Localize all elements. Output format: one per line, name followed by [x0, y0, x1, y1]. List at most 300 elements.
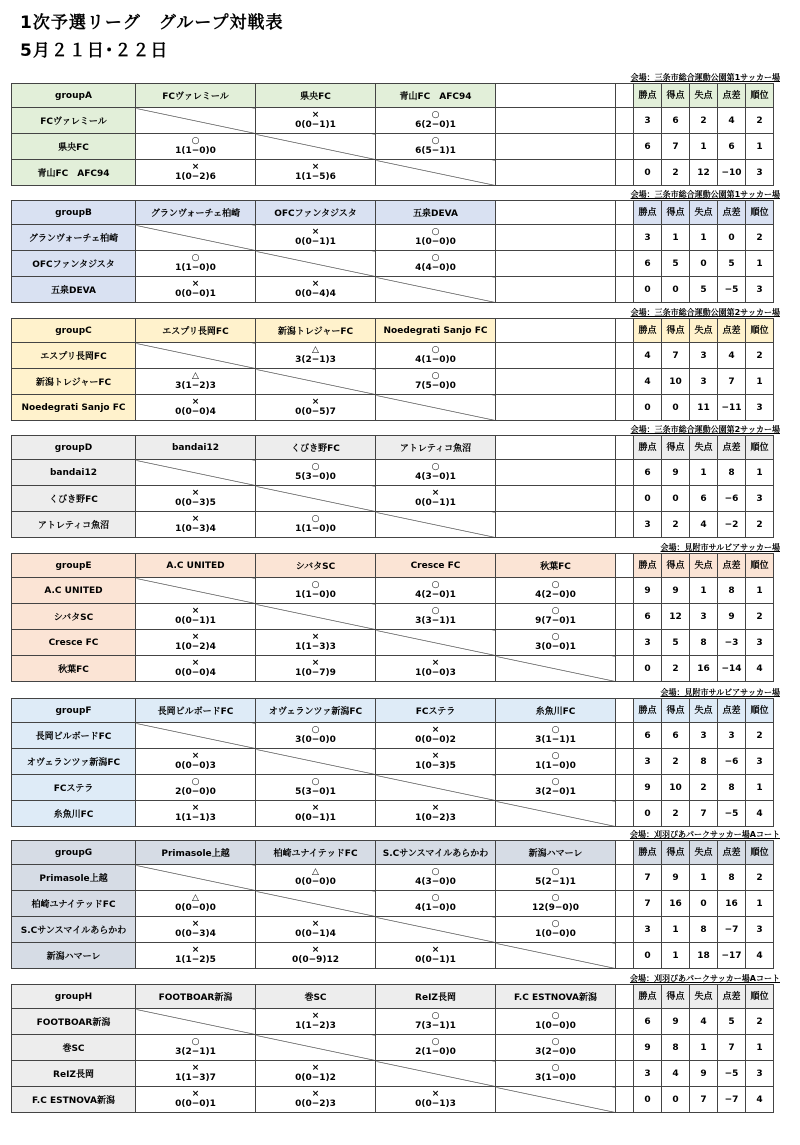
row-team-name: Noedegrati Sanjo FC	[12, 395, 136, 421]
match-score: 0(0−1)1	[295, 812, 336, 823]
match-score: 3(0−0)1	[535, 641, 576, 652]
result-mark: ×	[431, 802, 440, 813]
match-result-cell	[136, 801, 256, 827]
result-mark: ○	[551, 631, 560, 642]
row-team-name: 長岡ビルボードFC	[12, 723, 136, 749]
spacer	[616, 554, 634, 578]
match-score: 1(0−2)3	[415, 812, 456, 823]
result-mark: ×	[191, 278, 200, 289]
match-score: 3(2−1)1	[175, 1046, 216, 1057]
match-result-cell	[376, 225, 496, 251]
row-team-name: アトレティコ魚沼	[12, 512, 136, 538]
self-match-cell	[256, 604, 376, 630]
match-result-cell	[496, 865, 616, 891]
stat-value: 8	[718, 460, 746, 486]
match-result-cell	[496, 1035, 616, 1061]
self-match-cell	[496, 656, 616, 682]
result-mark: ×	[311, 802, 320, 813]
row-team-name: グランヴォーチェ柏崎	[12, 225, 136, 251]
match-score: 1(1−5)6	[295, 171, 336, 182]
spacer	[616, 723, 634, 749]
stat-value: 1	[746, 460, 774, 486]
stat-value: 1	[690, 865, 718, 891]
stat-value: 3	[746, 395, 774, 421]
result-mark: ×	[311, 109, 320, 120]
row-team-name: OFCファンタジスタ	[12, 251, 136, 277]
table-row	[12, 369, 774, 395]
stat-header: 点差	[718, 436, 746, 460]
self-match-cell	[136, 225, 256, 251]
spacer	[616, 699, 634, 723]
match-result-cell	[256, 630, 376, 656]
group-name: groupB	[12, 201, 136, 225]
table-row	[12, 460, 774, 486]
spacer	[616, 369, 634, 395]
row-team-name: FCステラ	[12, 775, 136, 801]
stat-header: 順位	[746, 699, 774, 723]
spacer	[616, 84, 634, 108]
stat-value: 7	[718, 369, 746, 395]
spacer	[616, 841, 634, 865]
stat-value: 1	[690, 460, 718, 486]
table-row	[12, 512, 774, 538]
match-score: 0(0−0)4	[175, 667, 216, 678]
table-row	[12, 108, 774, 134]
result-mark: ○	[191, 135, 200, 146]
match-score: 5(3−0)0	[295, 471, 336, 482]
stat-value: 0	[662, 277, 690, 303]
empty-cell	[496, 486, 616, 512]
match-score: 3(2−1)3	[295, 354, 336, 365]
table-row	[12, 891, 774, 917]
group-name: groupE	[12, 554, 136, 578]
match-result-cell	[136, 1035, 256, 1061]
result-mark: ○	[191, 776, 200, 787]
stat-value: 12	[662, 604, 690, 630]
stat-header: 勝点	[634, 699, 662, 723]
row-team-name: Cresce FC	[12, 630, 136, 656]
match-result-cell	[496, 891, 616, 917]
empty-cell	[496, 108, 616, 134]
stat-value: 9	[634, 775, 662, 801]
stat-value: 3	[746, 277, 774, 303]
stat-value: 6	[662, 108, 690, 134]
result-mark: △	[192, 892, 199, 903]
match-score: 0(0−1)1	[415, 497, 456, 508]
match-score: 0(0−1)4	[295, 928, 336, 939]
spacer	[616, 1009, 634, 1035]
result-mark: ×	[311, 631, 320, 642]
self-match-cell	[136, 578, 256, 604]
match-score: 1(0−3)4	[175, 523, 216, 534]
empty-header-cell	[496, 319, 616, 343]
match-score: 3(1−2)3	[175, 380, 216, 391]
match-result-cell	[136, 277, 256, 303]
column-team-name: オヴェランツァ新潟FC	[256, 699, 376, 723]
empty-cell	[496, 277, 616, 303]
stat-value: 2	[746, 343, 774, 369]
self-match-cell	[376, 395, 496, 421]
match-score: 2(0−0)0	[175, 786, 216, 797]
stat-header: 順位	[746, 985, 774, 1009]
spacer	[616, 1061, 634, 1087]
stat-value: −6	[718, 749, 746, 775]
row-team-name: F.C ESTNOVA新潟	[12, 1087, 136, 1113]
match-score: 4(3−0)0	[415, 876, 456, 887]
spacer	[616, 775, 634, 801]
column-team-name: 長岡ビルボードFC	[136, 699, 256, 723]
result-mark: ○	[311, 724, 320, 735]
stat-value: 2	[746, 225, 774, 251]
match-result-cell	[256, 917, 376, 943]
result-mark: ×	[311, 161, 320, 172]
match-score: 4(4−0)0	[415, 262, 456, 273]
table-row	[12, 486, 774, 512]
stat-value: 8	[718, 865, 746, 891]
stat-value: 2	[662, 512, 690, 538]
result-mark: ○	[311, 579, 320, 590]
self-match-cell	[256, 369, 376, 395]
self-match-cell	[376, 512, 496, 538]
stat-value: 4	[746, 801, 774, 827]
match-score: 0(0−1)3	[415, 1098, 456, 1109]
stat-value: 9	[690, 1061, 718, 1087]
stat-header: 失点	[690, 554, 718, 578]
stat-header: 勝点	[634, 841, 662, 865]
stat-value: 0	[634, 656, 662, 682]
match-result-cell	[256, 460, 376, 486]
stat-header: 失点	[690, 985, 718, 1009]
stat-value: 3	[634, 512, 662, 538]
self-match-cell	[376, 160, 496, 186]
match-score: 7(3−1)1	[415, 1020, 456, 1031]
empty-cell	[496, 512, 616, 538]
empty-header-cell	[496, 84, 616, 108]
stat-value: 1	[746, 891, 774, 917]
stat-value: 12	[690, 160, 718, 186]
column-team-name: シバタSC	[256, 554, 376, 578]
match-score: 3(3−1)1	[415, 615, 456, 626]
spacer	[616, 578, 634, 604]
match-result-cell	[136, 604, 256, 630]
result-mark: ○	[551, 605, 560, 616]
result-mark: ○	[551, 1010, 560, 1021]
result-mark: ○	[311, 776, 320, 787]
stat-value: −7	[718, 917, 746, 943]
match-score: 1(1−0)0	[175, 145, 216, 156]
spacer	[616, 512, 634, 538]
match-score: 0(0−0)4	[175, 406, 216, 417]
spacer	[616, 801, 634, 827]
column-team-name: 五泉DEVA	[376, 201, 496, 225]
stat-value: 0	[634, 395, 662, 421]
row-team-name: Primasole上越	[12, 865, 136, 891]
stat-value: 3	[690, 604, 718, 630]
match-result-cell	[496, 723, 616, 749]
stat-value: −14	[718, 656, 746, 682]
match-score: 1(1−3)7	[175, 1072, 216, 1083]
spacer	[616, 891, 634, 917]
table-row	[12, 343, 774, 369]
column-team-name: 新潟ハマーレ	[496, 841, 616, 865]
stat-value: 1	[690, 1035, 718, 1061]
stat-value: 4	[746, 1087, 774, 1113]
result-mark: ×	[191, 944, 200, 955]
group-table-groupD	[11, 435, 773, 538]
row-team-name: 県央FC	[12, 134, 136, 160]
result-mark: ○	[551, 579, 560, 590]
match-result-cell	[136, 395, 256, 421]
result-mark: ○	[311, 513, 320, 524]
table-row	[12, 160, 774, 186]
self-match-cell	[256, 1035, 376, 1061]
match-result-cell	[136, 917, 256, 943]
column-team-name: 県央FC	[256, 84, 376, 108]
result-mark: ○	[431, 252, 440, 263]
match-result-cell	[376, 134, 496, 160]
stat-header: 得点	[662, 699, 690, 723]
empty-cell	[496, 160, 616, 186]
match-score: 6(5−1)1	[415, 145, 456, 156]
self-match-cell	[376, 917, 496, 943]
stat-value: −3	[718, 630, 746, 656]
group-table-groupC	[11, 318, 773, 421]
result-mark: ○	[551, 776, 560, 787]
stat-value: 0	[662, 1087, 690, 1113]
table-row	[12, 134, 774, 160]
column-team-name: Cresce FC	[376, 554, 496, 578]
match-score: 3(1−1)1	[535, 734, 576, 745]
column-team-name: 新潟トレジャーFC	[256, 319, 376, 343]
group-name: groupH	[12, 985, 136, 1009]
match-result-cell	[136, 749, 256, 775]
result-mark: ×	[191, 631, 200, 642]
stat-value: 0	[634, 1087, 662, 1113]
table-row	[12, 1035, 774, 1061]
stat-value: 7	[634, 891, 662, 917]
stat-value: 4	[662, 1061, 690, 1087]
stat-value: 16	[662, 891, 690, 917]
stat-header: 勝点	[634, 554, 662, 578]
spacer	[616, 160, 634, 186]
match-score: 1(0−2)6	[175, 171, 216, 182]
match-result-cell	[256, 160, 376, 186]
venue-label: 会場：刈羽ぴあパークサッカー場Aコート	[629, 974, 780, 983]
result-mark: △	[312, 866, 319, 877]
stat-value: 1	[746, 369, 774, 395]
table-row	[12, 775, 774, 801]
result-mark: ○	[431, 461, 440, 472]
stat-value: −2	[718, 512, 746, 538]
match-score: 0(0−9)12	[291, 954, 340, 965]
result-mark: ×	[311, 1010, 320, 1021]
match-score: 1(1−3)3	[295, 641, 336, 652]
empty-cell	[496, 225, 616, 251]
match-result-cell	[256, 343, 376, 369]
column-team-name: 秋葉FC	[496, 554, 616, 578]
match-result-cell	[376, 251, 496, 277]
column-team-name: OFCファンタジスタ	[256, 201, 376, 225]
row-team-name: 柏崎ユナイテッドFC	[12, 891, 136, 917]
table-row	[12, 251, 774, 277]
stat-value: 1	[746, 251, 774, 277]
result-mark: ○	[551, 1062, 560, 1073]
match-score: 1(0−7)9	[295, 667, 336, 678]
match-result-cell	[136, 251, 256, 277]
result-mark: ×	[431, 750, 440, 761]
result-mark: ×	[191, 513, 200, 524]
self-match-cell	[376, 277, 496, 303]
match-result-cell	[496, 1009, 616, 1035]
empty-cell	[496, 460, 616, 486]
stat-value: 9	[662, 1009, 690, 1035]
match-score: 0(0−1)1	[295, 236, 336, 247]
match-score: 1(0−0)0	[415, 236, 456, 247]
stat-value: 8	[718, 578, 746, 604]
spacer	[616, 395, 634, 421]
venue-label: 会場：三条市総合運動公園第2サッカー場	[630, 425, 780, 434]
result-mark: ○	[311, 461, 320, 472]
stat-value: 9	[662, 460, 690, 486]
stat-value: 7	[718, 1035, 746, 1061]
result-mark: ○	[191, 1036, 200, 1047]
stat-value: 3	[634, 1061, 662, 1087]
stat-header: 点差	[718, 985, 746, 1009]
result-mark: ×	[191, 1062, 200, 1073]
column-team-name: 青山FC AFC94	[376, 84, 496, 108]
result-mark: ×	[191, 750, 200, 761]
match-result-cell	[256, 225, 376, 251]
stat-value: 3	[690, 369, 718, 395]
match-score: 12(9−0)0	[531, 902, 580, 913]
match-result-cell	[496, 578, 616, 604]
column-team-name: FCヴァレミール	[136, 84, 256, 108]
venue-label: 会場：見附市サルビアサッカー場	[660, 543, 780, 552]
self-match-cell	[136, 343, 256, 369]
stat-value: 6	[634, 251, 662, 277]
result-mark: ○	[551, 866, 560, 877]
stat-value: 2	[662, 801, 690, 827]
stat-header: 失点	[690, 699, 718, 723]
match-score: 5(3−0)1	[295, 786, 336, 797]
row-team-name: A.C UNITED	[12, 578, 136, 604]
table-row	[12, 723, 774, 749]
match-result-cell	[496, 917, 616, 943]
result-mark: ×	[431, 1088, 440, 1099]
stat-value: 5	[662, 630, 690, 656]
row-team-name: 糸魚川FC	[12, 801, 136, 827]
match-score: 0(0−2)3	[295, 1098, 336, 1109]
match-score: 0(0−4)4	[295, 288, 336, 299]
stat-header: 点差	[718, 319, 746, 343]
stat-value: 1	[690, 134, 718, 160]
stat-value: 7	[634, 865, 662, 891]
table-row	[12, 630, 774, 656]
row-team-name: 新潟ハマーレ	[12, 943, 136, 969]
match-result-cell	[256, 723, 376, 749]
stat-value: 0	[634, 943, 662, 969]
stat-value: 10	[662, 369, 690, 395]
result-mark: ×	[191, 161, 200, 172]
row-team-name: bandai12	[12, 460, 136, 486]
stat-value: 0	[662, 486, 690, 512]
stat-value: 5	[718, 251, 746, 277]
table-row	[12, 749, 774, 775]
empty-cell	[496, 251, 616, 277]
table-row	[12, 225, 774, 251]
match-result-cell	[496, 630, 616, 656]
stat-value: 1	[746, 775, 774, 801]
match-score: 1(0−3)5	[415, 760, 456, 771]
stat-value: 3	[690, 723, 718, 749]
stat-value: 3	[746, 630, 774, 656]
result-mark: △	[312, 344, 319, 355]
stat-header: 得点	[662, 985, 690, 1009]
stat-value: 6	[718, 134, 746, 160]
match-result-cell	[496, 775, 616, 801]
match-result-cell	[136, 134, 256, 160]
match-result-cell	[256, 801, 376, 827]
match-result-cell	[136, 943, 256, 969]
match-result-cell	[376, 486, 496, 512]
match-result-cell	[376, 656, 496, 682]
stat-value: 4	[690, 512, 718, 538]
result-mark: ×	[191, 605, 200, 616]
stat-value: 2	[746, 512, 774, 538]
match-result-cell	[376, 1009, 496, 1035]
match-score: 1(0−0)0	[535, 1020, 576, 1031]
stat-header: 点差	[718, 554, 746, 578]
table-row	[12, 917, 774, 943]
result-mark: ○	[431, 344, 440, 355]
spacer	[616, 436, 634, 460]
result-mark: ×	[311, 226, 320, 237]
self-match-cell	[256, 891, 376, 917]
stat-value: 6	[634, 604, 662, 630]
stat-value: 4	[634, 343, 662, 369]
venue-label: 会場：刈羽ぴあパークサッカー場Aコート	[629, 830, 780, 839]
match-result-cell	[256, 395, 376, 421]
stat-value: −7	[718, 1087, 746, 1113]
page-date: 5月２１日･２２日	[20, 41, 169, 61]
row-team-name: FOOTBOAR新潟	[12, 1009, 136, 1035]
result-mark: ×	[311, 396, 320, 407]
result-mark: ○	[431, 866, 440, 877]
match-score: 0(0−0)1	[175, 288, 216, 299]
column-team-name: S.Cサンスマイルあらかわ	[376, 841, 496, 865]
group-name: groupC	[12, 319, 136, 343]
group-table-groupB	[11, 200, 773, 303]
stat-value: 16	[718, 891, 746, 917]
table-row	[12, 1087, 774, 1113]
column-team-name: A.C UNITED	[136, 554, 256, 578]
column-team-name: アトレティコ魚沼	[376, 436, 496, 460]
result-mark: ○	[431, 579, 440, 590]
result-mark: ○	[551, 892, 560, 903]
column-team-name: 柏崎ユナイテッドFC	[256, 841, 376, 865]
match-score: 0(0−0)0	[295, 876, 336, 887]
stat-value: 7	[690, 801, 718, 827]
stat-value: 0	[718, 225, 746, 251]
stat-value: −5	[718, 1061, 746, 1087]
stat-value: 3	[746, 749, 774, 775]
spacer	[616, 251, 634, 277]
self-match-cell	[256, 486, 376, 512]
stat-value: 1	[746, 1035, 774, 1061]
empty-cell	[496, 134, 616, 160]
match-result-cell	[256, 277, 376, 303]
stat-value: 9	[634, 1035, 662, 1061]
